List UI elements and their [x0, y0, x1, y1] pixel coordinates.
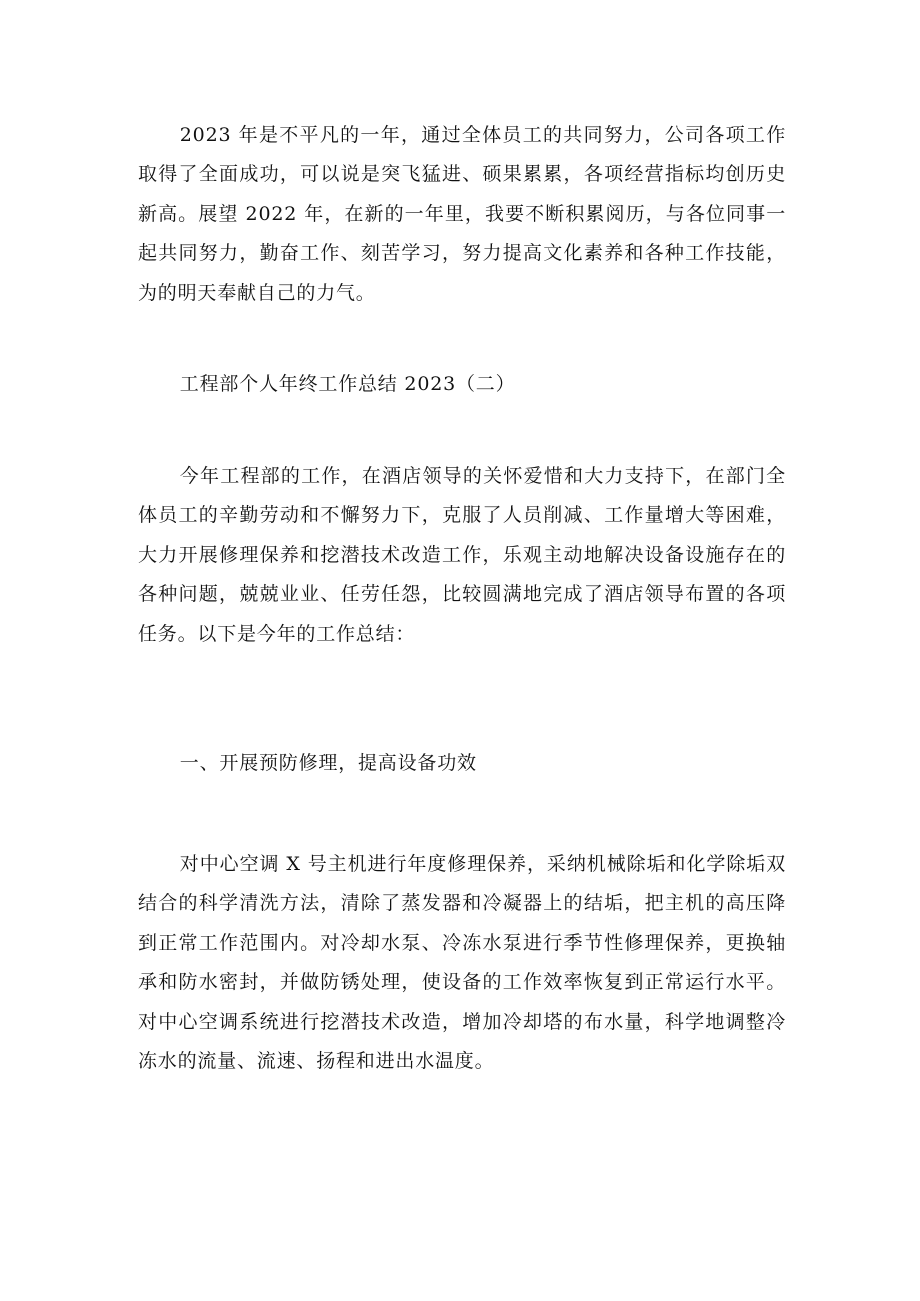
paragraph-year-summary: 2023 年是不平凡的一年，通过全体员工的共同努力，公司各项工作取得了全面成功，可以说是突飞猛进、硕果累累，各项经营指标均创历史新高。展望 2022 年，在新的一年里，我要不断积累阅历，与各位同事一起共同努力，勤奋工作、刻苦学习，努力提高文化素养和各种工作技能，为的明天奉献自己的力气。 [138, 124, 786, 304]
paragraph-air-conditioning-maintenance: 对中心空调 X 号主机进行年度修理保养，采纳机械除垢和化学除垢双结合的科学清洗方法，清除了蒸发器和冷凝器上的结垢，把主机的高压降到正常工作范围内。对冷却水泵、冷冻水泵进行季节性修理保养，更换轴承和防水密封，并做防锈处理，使设备的工作效率恢复到正常运行水平。对中心空调系统进行挖潜技术改造，增加冷却塔的布水量，科学地调整冷冻水的流量、流速、扬程和进出水温度。 [138, 853, 786, 1073]
paragraph-engineering-intro: 今年工程部的工作，在酒店领导的关怀爱惜和大力支持下，在部门全体员工的辛勤劳动和不懈努力下，克服了人员削减、工作量增大等困难，大力开展修理保养和挖潜技术改造工作，乐观主动地解决设备设施存在的各种问题，兢兢业业、任劳任怨，比较圆满地完成了酒店领导布置的各项任务。以下是今年的工作总结： [138, 465, 786, 645]
document-title-part-two: 工程部个人年终工作总结 2023（二） [179, 373, 516, 395]
section-heading-preventive-maintenance: 一、开展预防修理，提高设备功效 [179, 752, 477, 774]
